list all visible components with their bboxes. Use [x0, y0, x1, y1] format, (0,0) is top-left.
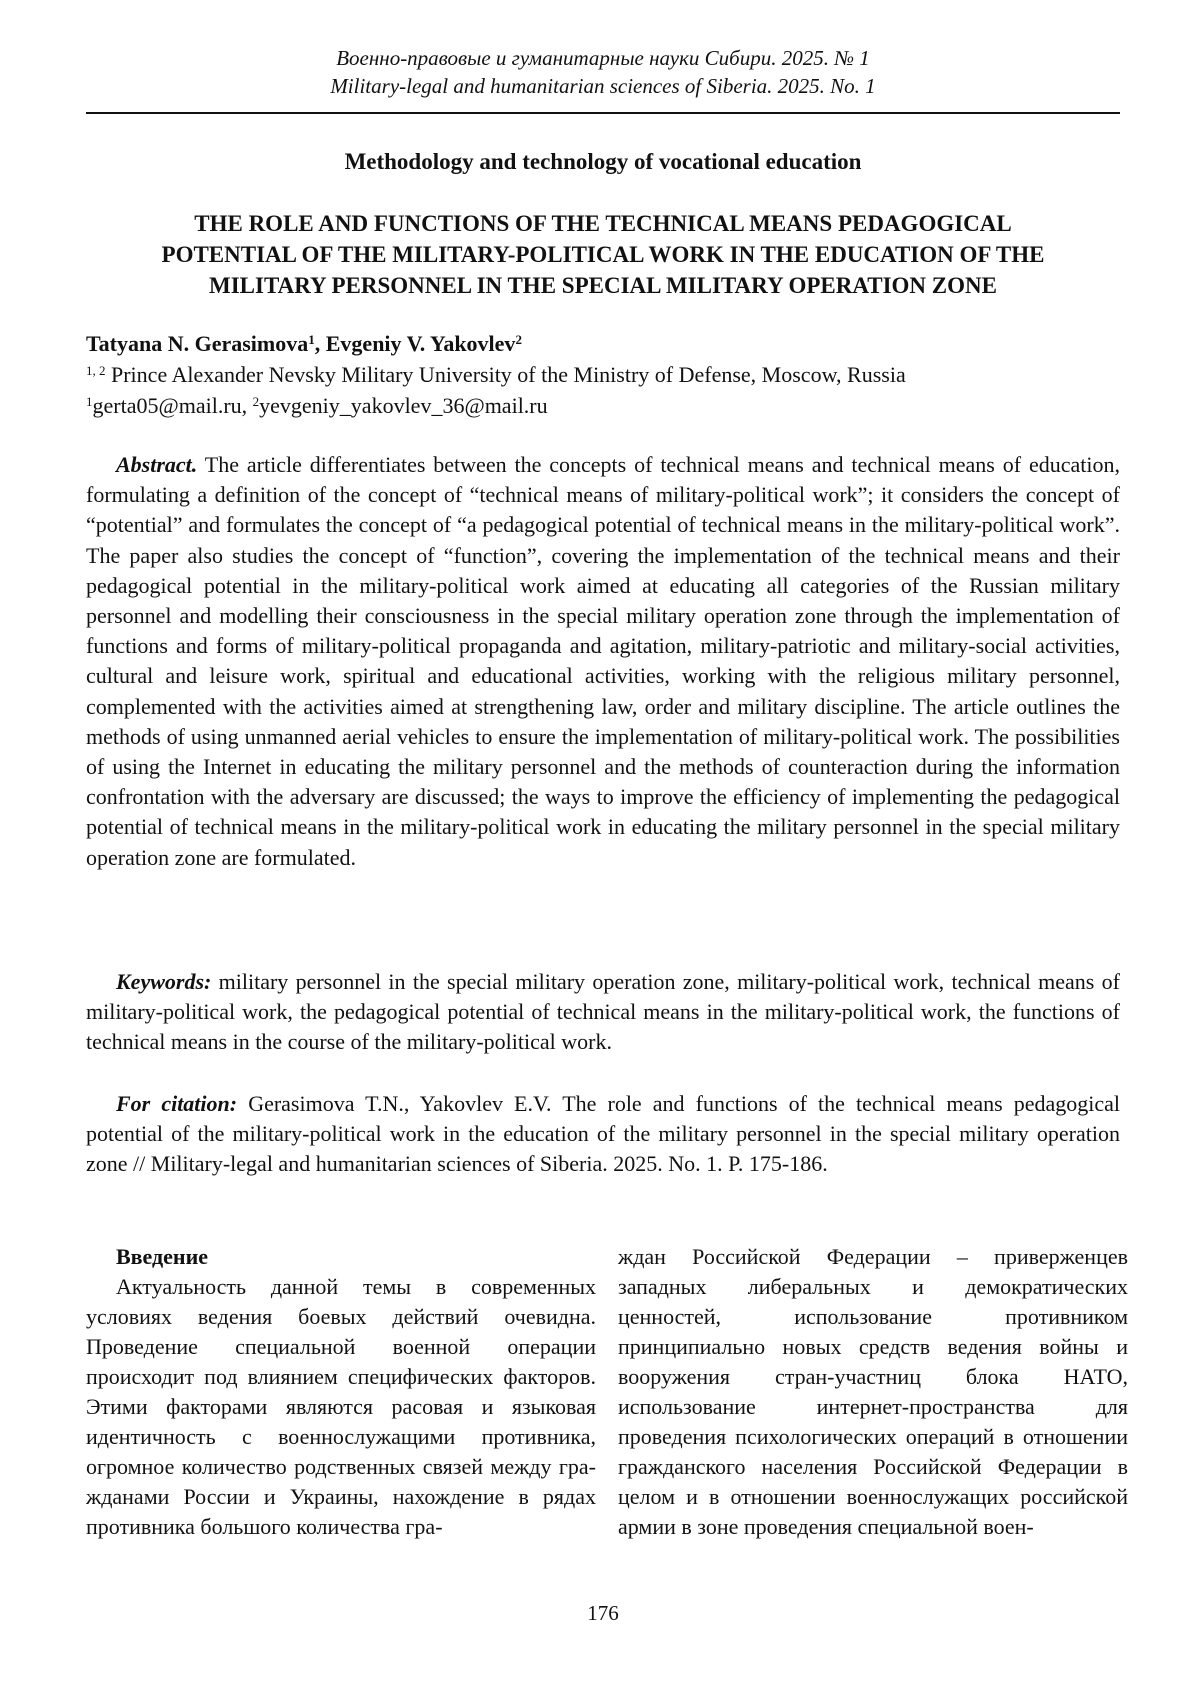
body-column-right [618, 1242, 1128, 1542]
citation-label: For citation: [116, 1091, 238, 1116]
affiliation-sup: 1, 2 [86, 363, 106, 378]
journal-title-en: Military-legal and humanitarian sciences of Siberia. 2025. No. 1 [330, 74, 876, 98]
author-1: Tatyana N. Gerasimova [86, 331, 309, 356]
keywords-text: military personnel in the special military operation zone, military-political work, technical means of military-political work, the pedagogical potential of technical means in the military-political work, the functions of technical means in the course of the military-political work. [86, 969, 1120, 1055]
journal-title-ru: Военно-правовые и гуманитарные науки Сибири. 2025. № 1 [336, 46, 870, 70]
article-title-line-2: POTENTIAL OF THE MILITARY-POLITICAL WORK IN THE EDUCATION OF THE [161, 242, 1045, 267]
keywords-paragraph [86, 967, 1120, 1058]
author-separator: , [314, 331, 326, 356]
article-title-line-1: THE ROLE AND FUNCTIONS OF THE TECHNICAL MEANS PEDAGOGICAL [194, 211, 1012, 236]
section-title: Methodology and technology of vocational education [344, 149, 862, 174]
abstract-paragraph [86, 450, 1120, 873]
emails-line [86, 391, 1120, 421]
intro-text-left: Актуальность данной темы в современных условиях ведения боевых действий очевидна. Проведение специальной военной операции происходит под влиянием специфических факторов. Этими факторами являются расовая и языковая идентичность с военнослужащими противника, огромное количество родственных связей между гражданами России и Украины, нахождение в рядах противника большого количества гра- [86, 1274, 596, 1539]
author-2-sup: 2 [515, 332, 522, 347]
body-column-left [86, 1242, 596, 1542]
affiliation: Prince Alexander Nevsky Military University of the Ministry of Defense, Moscow, Russia [111, 362, 906, 387]
citation-paragraph [86, 1089, 1120, 1180]
citation-text: Gerasimova T.N., Yakovlev E.V. The role and functions of the technical means pedagogical potential of the military-political work in the education of the military personnel in the special military operation zone // Military-legal and humanitarian sciences of Siberia. 2025. No. 1. P. 175-186. [86, 1091, 1121, 1177]
intro-text-right: ждан Российской Федерации – приверженцев западных либеральных и демократических ценностей, использование противником принципиально новых средств ведения войны и вооружения стран-участниц блока НАТО, использование интернет-пространства для проведения психологических операций в отношении гражданского населения Российской Федерации в целом и в отношении военнослужащих российской армии в зоне проведения специальной воен- [618, 1244, 1128, 1539]
keywords-label: Keywords: [116, 969, 212, 994]
author-2: Evgeniy V. Yakovlev [325, 331, 516, 356]
affiliation-line [86, 360, 1120, 390]
page-number: 176 [587, 1601, 619, 1625]
intro-heading: Введение [116, 1244, 209, 1269]
article-title [86, 208, 1120, 301]
email-1: gerta05@mail.ru, [92, 393, 253, 418]
header-divider [86, 112, 1120, 114]
abstract-text: The article differentiates between the concepts of technical means and technical means of education, formulating a definition of the concept of “technical means of military-political work”; it considers the concept of “potential” and formulates the concept of “a pedagogical potential of technical means in the military-political work”. The paper also studies the concept of “function”, covering the implementation of the technical means and their pedagogical potential in the military-political work aimed at educating all categories of the Russian military personnel and modelling their consciousness in the special military operation zone through the implementation of functions and forms of military-political propaganda and agitation, military-patriotic and military-social activities, cultural and leisure work, spiritual and educational activities, working with the religious military personnel, complemented with the activities aimed at strengthening law, order and military discipline. The article outlines the methods of using unmanned aerial vehicles to ensure the implementation of military-political work. The possibilities of using the Internet in educating the military personnel and the methods of counteraction during the information confrontation with the adversary are discussed; the ways to improve the efficiency of implementing the pedagogical potential of technical means in the military-political work in educating the military personnel in the special military operation zone are formulated. [86, 452, 1120, 870]
journal-header [86, 44, 1120, 100]
email-2-sup: 2 [252, 394, 260, 409]
author-1-sup: 1 [308, 332, 315, 347]
article-title-line-3: MILITARY PERSONNEL IN THE SPECIAL MILITARY OPERATION ZONE [209, 273, 997, 298]
abstract-label: Abstract. [116, 452, 198, 477]
email-1-sup: 1 [86, 394, 93, 409]
authors-line [86, 330, 1120, 358]
email-2: yevgeniy_yakovlev_36@mail.ru [259, 393, 548, 418]
